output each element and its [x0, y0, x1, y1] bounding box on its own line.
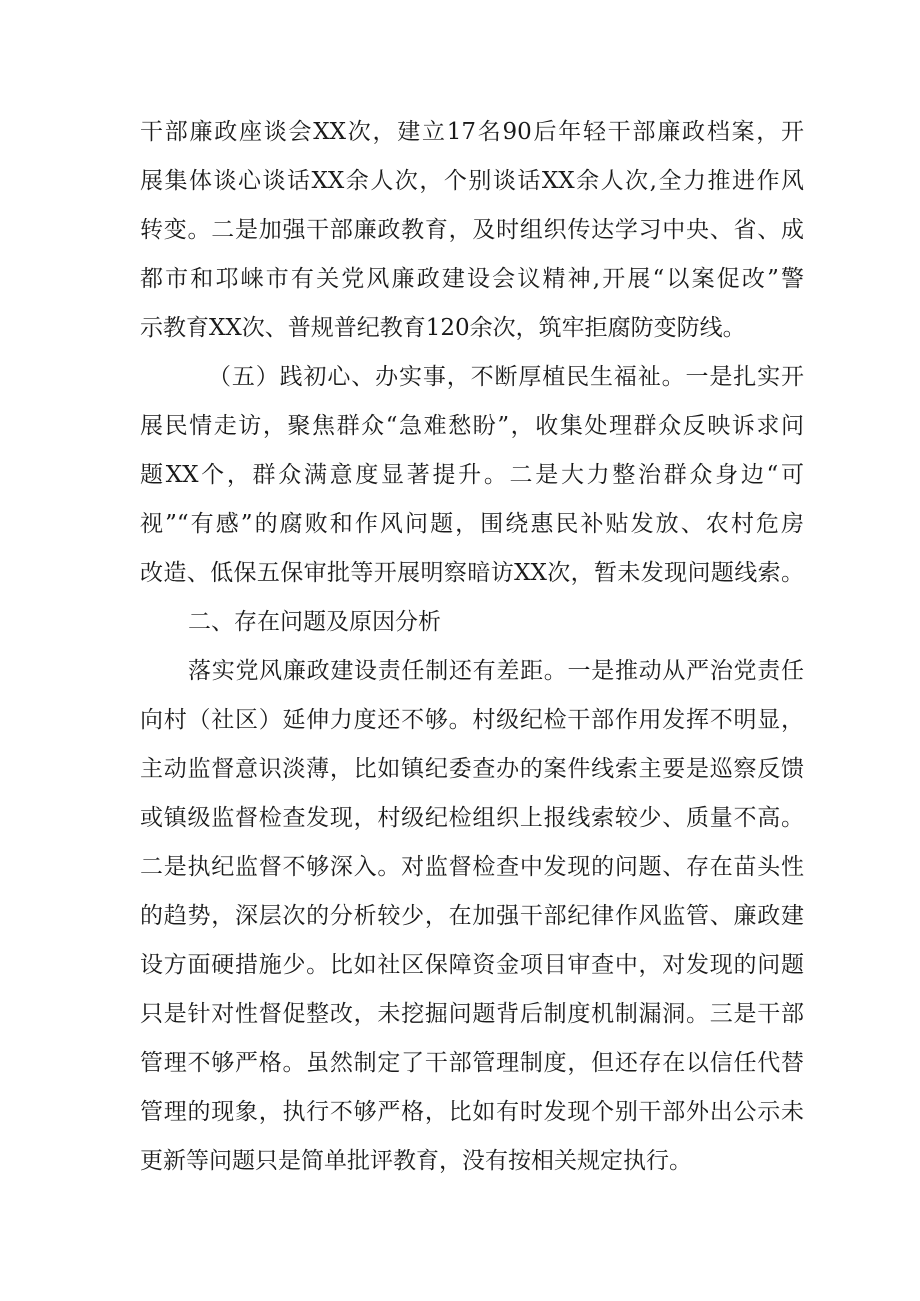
body-line: 改造、低保五保审批等开展明察暗访XX次，暂未发现问题线索。	[140, 560, 804, 586]
body-line: 只是针对性督促整改，未挖掘问题背后制度机制漏洞。三是干部	[140, 1001, 804, 1027]
section-five-first-line: （五）践初心、办实事，不断厚植民生福祉。一是扎实开	[208, 364, 804, 390]
section-heading: 二、存在问题及原因分析	[188, 609, 441, 635]
body-line: 题XX个，群众满意度显著提升。二是大力整治群众身边“可	[140, 462, 804, 488]
body-line: 示教育XX次、普规普纪教育120余次，筑牢拒腐防变防线。	[140, 315, 746, 341]
body-line: 视”“有感”的腐败和作风问题，围绕惠民补贴发放、农村危房	[140, 511, 804, 537]
document-body	[140, 108, 804, 1186]
paragraph-first-line: 落实党风廉政建设责任制还有差距。一是推动从严治党责任	[188, 658, 804, 684]
body-line: 展集体谈心谈话XX余人次，个别谈话XX余人次,全力推进作风	[140, 168, 804, 194]
body-line: 或镇级监督检查发现，村级纪检组织上报线索较少、质量不高。	[140, 805, 804, 831]
body-line: 干部廉政座谈会XX次，建立17名90后年轻干部廉政档案，开	[140, 119, 804, 145]
body-line: 的趋势，深层次的分析较少，在加强干部纪律作风监管、廉政建	[140, 903, 804, 929]
body-line: 展民情走访，聚焦群众“急难愁盼”，收集处理群众反映诉求问	[140, 413, 804, 439]
body-line: 都市和邛崃市有关党风廉政建设会议精神,开展“以案促改”警	[140, 266, 804, 292]
body-line: 设方面硬措施少。比如社区保障资金项目审查中，对发现的问题	[140, 952, 804, 978]
body-line: 管理不够严格。虽然制定了干部管理制度，但还存在以信任代替	[140, 1050, 804, 1076]
body-line: 二是执纪监督不够深入。对监督检查中发现的问题、存在苗头性	[140, 854, 804, 880]
body-line: 更新等问题只是简单批评教育，没有按相关规定执行。	[140, 1148, 692, 1174]
body-line: 转变。二是加强干部廉政教育，及时组织传达学习中央、省、成	[140, 217, 804, 243]
body-line: 向村（社区）延伸力度还不够。村级纪检干部作用发挥不明显，	[140, 707, 804, 733]
body-line: 主动监督意识淡薄，比如镇纪委查办的案件线索主要是巡察反馈	[140, 756, 804, 782]
body-line: 管理的现象，执行不够严格，比如有时发现个别干部外出公示未	[140, 1099, 804, 1125]
